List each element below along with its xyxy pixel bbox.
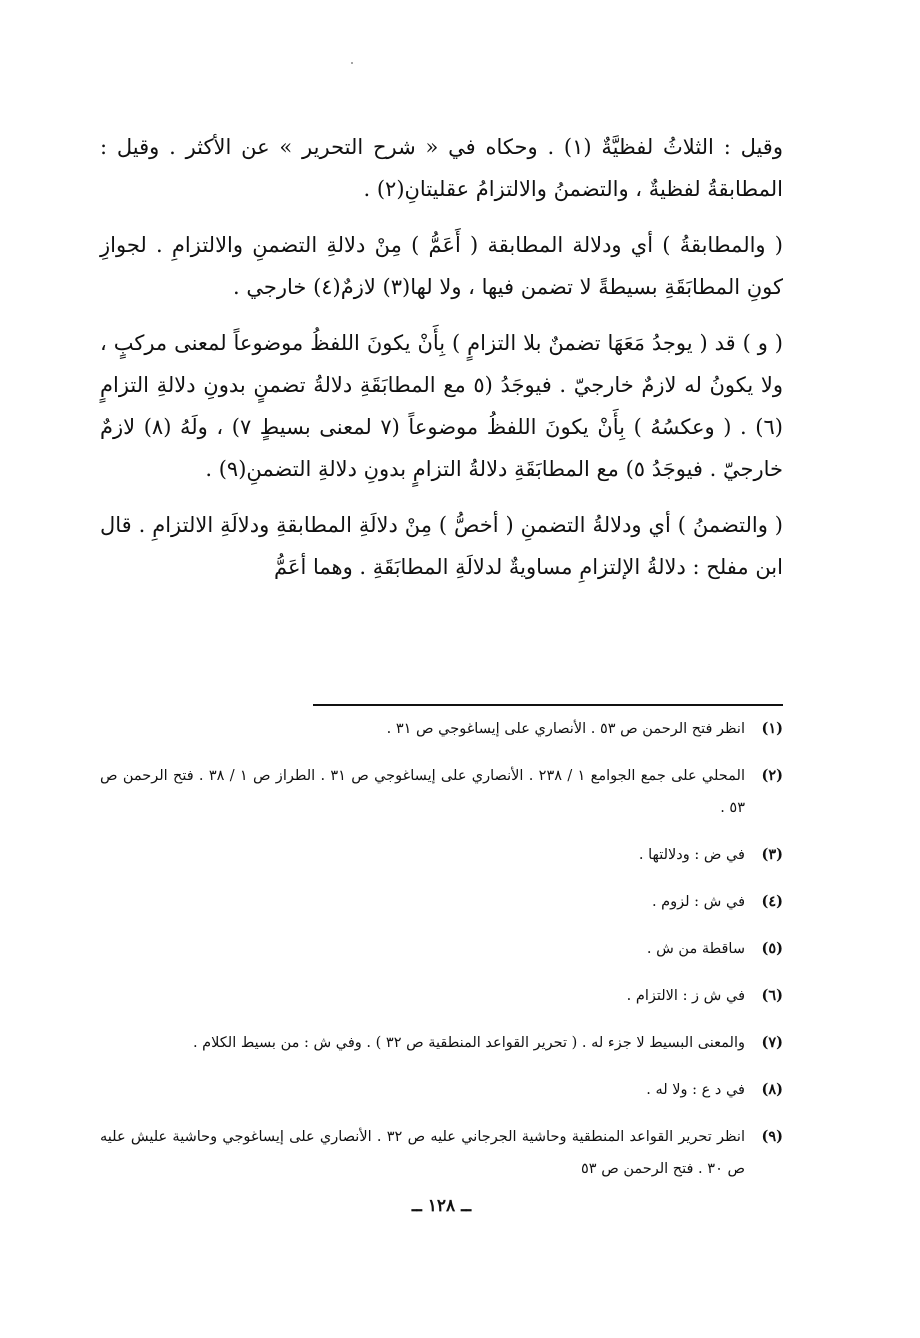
footnote-number: (٥)	[761, 940, 783, 957]
footnote	[100, 1121, 783, 1185]
paragraph: ( والمطابقةُ ) أي ودلالة المطابقة ( أَعَمُّ ) مِنْ دلالةِ التضمنِ والالتزامِ . لجوازِ كونِ المطابَقَةِ بسيطةً لا تضمن فيها ، ولا لها(٣) لازمٌ(٤) خارجي .	[100, 233, 783, 299]
footnote-number: (٨)	[761, 1081, 783, 1098]
footnote	[100, 839, 783, 871]
footnote	[100, 933, 783, 965]
footnote	[100, 1074, 783, 1106]
footnote	[100, 980, 783, 1012]
footnote-number: (٣)	[761, 846, 783, 863]
paragraph: ( و ) قد ( يوجدُ مَعَهَا تضمنٌ بلا التزامٍ ) بِأَنْ يكونَ اللفظُ موضوعاً لمعنى مركبٍ ، ولا يكونُ له لازمٌ خارجيّ . فيوجَدُ (٥ مع المطابَقَةِ دلالةُ تضمنٍ بدونِ دلالةِ التزامٍ (٦) . ( وعكسُهُ ) بِأَنْ يكونَ اللفظُ موضوعاً (٧ لمعنى بسيطٍ ٧) ، ولَهُ (٨) لازمٌ خارجيّ . فيوجَدُ ٥) مع المطابَقَةِ دلالةُ التزامٍ بدونِ دلالةِ التضمنِ(٩) .	[100, 331, 783, 481]
footnote-text: والمعنى البسيط لا جزء له . ( تحرير القواعد المنطقية ص ٣٢ ) . وفي ش : من بسيط الكلام .	[192, 1035, 745, 1051]
scan-speck	[351, 62, 353, 64]
footnote-text: في د ع : ولا له .	[646, 1082, 745, 1098]
footnote-number: (١)	[761, 720, 783, 737]
footnote	[100, 1027, 783, 1059]
document-page	[100, 0, 783, 1338]
footnote-number: (٦)	[761, 987, 783, 1004]
footnote	[100, 760, 783, 824]
paragraph: وقيل : الثلاثُ لفظيَّةٌ (١) . وحكاه في « شرح التحرير » عن الأكثر . وقيل : المطابقةُ لفظيةٌ ، والتضمنُ والالتزامُ عقليتانِ(٢) .	[100, 135, 783, 201]
footnote	[100, 886, 783, 918]
footnote-text: في ش ز : الالتزام .	[626, 988, 745, 1004]
page-number: ــ ١٢٨ ــ	[411, 1196, 472, 1216]
main-text	[100, 126, 783, 588]
footnote-text: ساقطة من ش .	[646, 941, 745, 957]
footnote-number: (٧)	[761, 1034, 783, 1051]
footnote-separator	[313, 704, 783, 706]
footnotes	[100, 713, 783, 1200]
footnote-text: في ش : لزوم .	[651, 894, 745, 910]
paragraph: ( والتضمنُ ) أي ودلالةُ التضمنِ ( أخصُّ ) مِنْ دلالَةِ المطابقةِ ودلالَةِ الالتزامِ . قال ابن مفلح : دلالةُ الإلتزامِ مساويةٌ لدلالَةِ المطابَقَةِ . وهما أعَمُّ	[100, 513, 783, 579]
footnote-text: انظر تحرير القواعد المنطقية وحاشية الجرجاني عليه ص ٣٢ . الأنصاري على إيساغوجي وحاشية عليش عليه ص ٣٠ . فتح الرحمن ص ٥٣	[100, 1129, 745, 1177]
footnote-number: (٢)	[761, 767, 783, 784]
footnote-text: انظر فتح الرحمن ص ٥٣ . الأنصاري على إيساغوجي ص ٣١ .	[386, 721, 745, 737]
footnote-text: في ض : ودلالتها .	[638, 847, 745, 863]
footnote	[100, 713, 783, 745]
footnote-text: المحلي على جمع الجوامع ١ / ٢٣٨ . الأنصاري على إيساغوجي ص ٣١ . الطراز ص ١ / ٣٨ . فتح الرحمن ص ٥٣ .	[100, 768, 745, 816]
footnote-number: (٤)	[761, 893, 783, 910]
footnote-number: (٩)	[761, 1128, 783, 1145]
